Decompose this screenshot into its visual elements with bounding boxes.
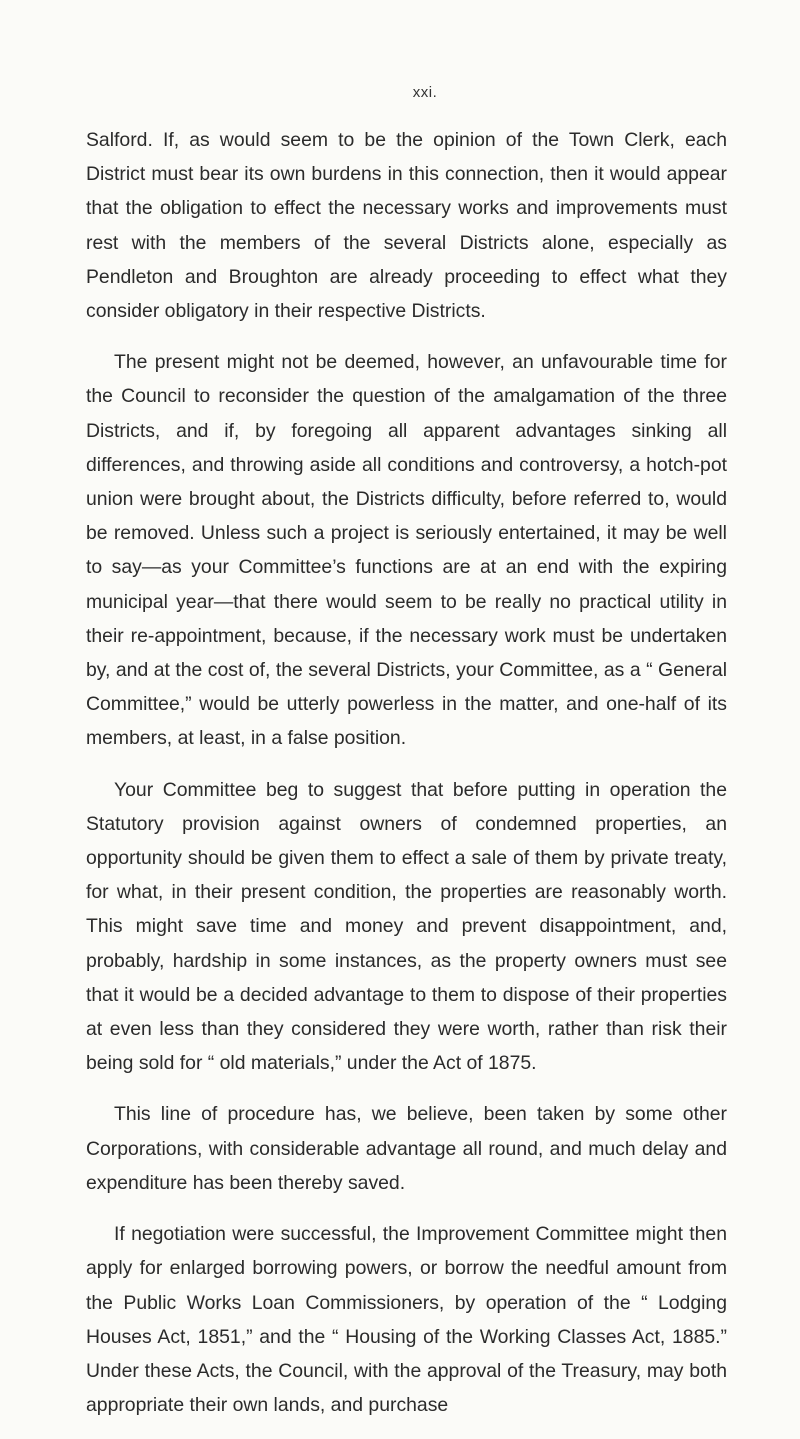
paragraph-3: Your Committee beg to suggest that before putting in operation the Statutory provision against owners of condemned properties, an opportunity should be given them to effect a sale of them by private treaty, for what, in their present condition, the properties are reasonably worth. This might save time and money and prevent disappointment, and, probably, hardship in some instances, as the property owners must see that it would be a decided advantage to them to dispose of their properties at even less than they considered they were worth, rather than risk their being sold for “ old materials,” under the Act of 1875. bbox=[86, 778, 727, 1075]
page-number: xxi. bbox=[412, 84, 438, 101]
paragraph-1: Salford. If, as would seem to be the opinion of the Town Clerk, each District must bear its own burdens in this connection, then it would appear that the obligation to effect the necessary works and improvements must rest with the members of the several Districts alone, especially as Pendleton and Broughton are already proceeding to effect what they consider obligatory in their respective Districts. bbox=[86, 129, 727, 323]
paragraph-5: If negotiation were successful, the Improvement Committee might then apply for enlarged borrowing powers, or borrow the needful amount from the Public Works Loan Commissioners, by operation of the “ Lodging Houses Act, 1851,” and the “ Housing of the Working Classes Act, 1885.” Under these Acts, the Council, with the approval of the Treasury, may both appropriate their own lands, and purchase bbox=[86, 1223, 727, 1417]
body-text bbox=[86, 123, 727, 1439]
paragraph-2: The present might not be deemed, however, an unfavourable time for the Council to reconsider the question of the amalgamation of the three Districts, and if, by foregoing all apparent advantages sinking all differences, and throwing aside all conditions and controversy, a hotch-pot union were brought about, the Districts difficulty, before referred to, would be removed. Unless such a project is seriously entertained, it may be well to say—as your Committee’s functions are at an end with the expiring municipal year—that there would seem to be really no practical utility in their re-appointment, because, if the necessary work must be undertaken by, and at the cost of, the several Districts, your Committee, as a “ General Committee,” would be utterly powerless in the matter, and one-half of its members, at least, in a false position. bbox=[86, 351, 727, 750]
paragraph-4: This line of procedure has, we believe, been taken by some other Corporations, with considerable advantage all round, and much delay and expenditure has been thereby saved. bbox=[86, 1103, 727, 1194]
